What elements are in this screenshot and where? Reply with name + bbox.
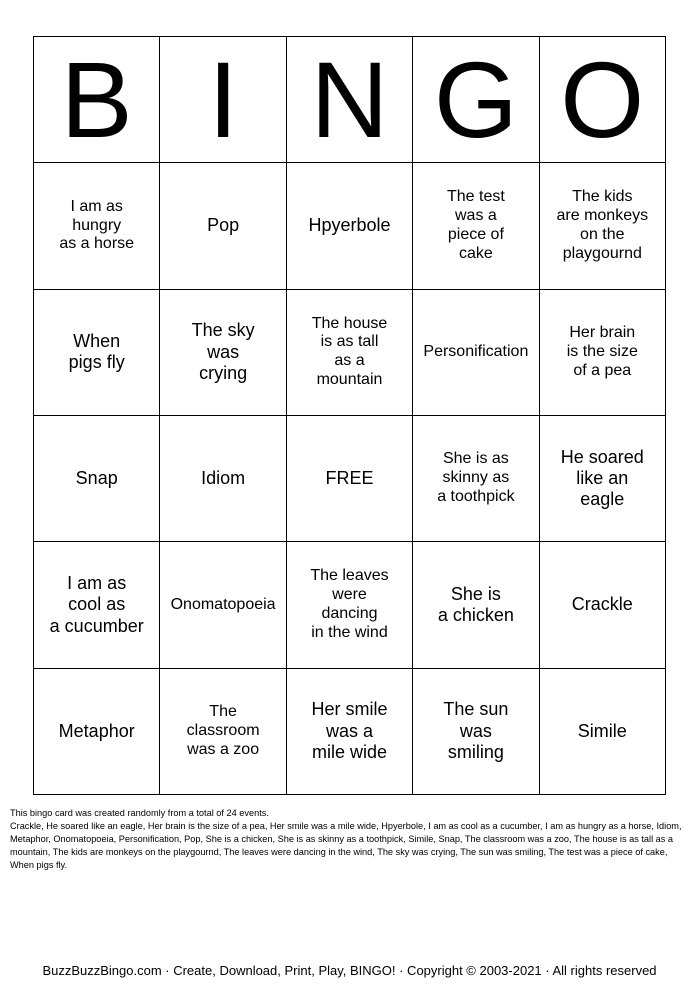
cell-text: She is as skinny as a toothpick (437, 450, 515, 506)
cell-text: He soared like an eagle (560, 446, 644, 510)
bingo-cell (34, 669, 160, 795)
header-letter: O (560, 38, 645, 160)
bingo-cell (540, 542, 666, 668)
bingo-cell (287, 542, 413, 668)
cell-text: The leaves were dancing in the wind (310, 567, 389, 641)
bingo-cell (287, 669, 413, 795)
cell-text: Her brain is the size of a pea (566, 324, 638, 379)
bingo-cell (413, 416, 539, 542)
bingo-cell (540, 163, 666, 289)
bingo-cell (413, 163, 539, 289)
cell-text: The sky was crying (191, 320, 255, 383)
bingo-cell (413, 290, 539, 416)
cell-text: Metaphor (58, 720, 135, 741)
cell-text: I am as hungry as a horse (59, 197, 135, 253)
bingo-cell (413, 669, 539, 795)
bingo-cell (34, 163, 160, 289)
header-cell-n (287, 37, 413, 163)
bingo-cell (34, 290, 160, 416)
bingo-cell (34, 416, 160, 542)
cell-text: Onomatopoeia (170, 595, 276, 613)
bingo-cell (160, 163, 286, 289)
bingo-card (33, 36, 666, 795)
cell-text: Simile (577, 720, 627, 741)
cell-text: The house is as tall as a mountain (311, 314, 388, 389)
cell-text: FREE (325, 468, 374, 489)
cell-text: When pigs fly (68, 331, 125, 373)
header-letter: B (60, 38, 133, 160)
bingo-cell (540, 669, 666, 795)
cell-text: The classroom was a zoo (186, 703, 260, 758)
cell-text: I am as cool as a cucumber (49, 573, 144, 636)
cell-text: Idiom (201, 468, 246, 489)
cell-text: She is a chicken (437, 583, 514, 625)
card-summary: This bingo card was created randomly from a total of 24 events. (10, 808, 269, 818)
header-letter: I (208, 38, 239, 160)
cell-text: Personification (423, 342, 529, 360)
cell-text: Pop (207, 215, 240, 236)
cell-text: The kids are monkeys on the playgournd (556, 188, 649, 262)
header-cell-o (540, 37, 666, 163)
bingo-cell (160, 416, 286, 542)
header-letter: N (310, 38, 389, 160)
bingo-cell (160, 669, 286, 795)
bingo-cell (160, 542, 286, 668)
free-cell (287, 416, 413, 542)
bingo-cell (540, 416, 666, 542)
cell-text: Her smile was a mile wide (311, 699, 388, 762)
bingo-cell (34, 542, 160, 668)
bingo-cell (540, 290, 666, 416)
header-letter: G (433, 38, 518, 160)
event-list: Crackle, He soared like an eagle, Her brain is the size of a pea, Her smile was a mile wide, Hpyerbole, I am as cool as a cucumber, I am as hungry as a horse, Idiom, Metaphor, Onomatopoeia, Personification, Pop, She is a chicken, She is as skinny as a toothpick, Simile, Snap, The classroom was a zoo, The house is as tall as a mountain, The kids are monkeys on the playgournd, The leaves were dancing in the wind, The sky was crying, The sun was smiling, The test was a piece of cake, When pigs fly. (10, 821, 682, 870)
cell-text: Crackle (571, 594, 633, 615)
cell-text: Snap (75, 468, 118, 489)
header-cell-g (413, 37, 539, 163)
bingo-cell (287, 290, 413, 416)
header-cell-b (34, 37, 160, 163)
cell-text: Hpyerbole (308, 215, 391, 236)
header-cell-i (160, 37, 286, 163)
bingo-cell (287, 163, 413, 289)
bingo-cell (413, 542, 539, 668)
copyright-line: BuzzBuzzBingo.com · Create, Download, Print, Play, BINGO! · Copyright © 2003-2021 · All rights reserved (42, 963, 657, 978)
bingo-cell (160, 290, 286, 416)
cell-text: The test was a piece of cake (446, 188, 505, 262)
cell-text: The sun was smiling (443, 699, 509, 762)
